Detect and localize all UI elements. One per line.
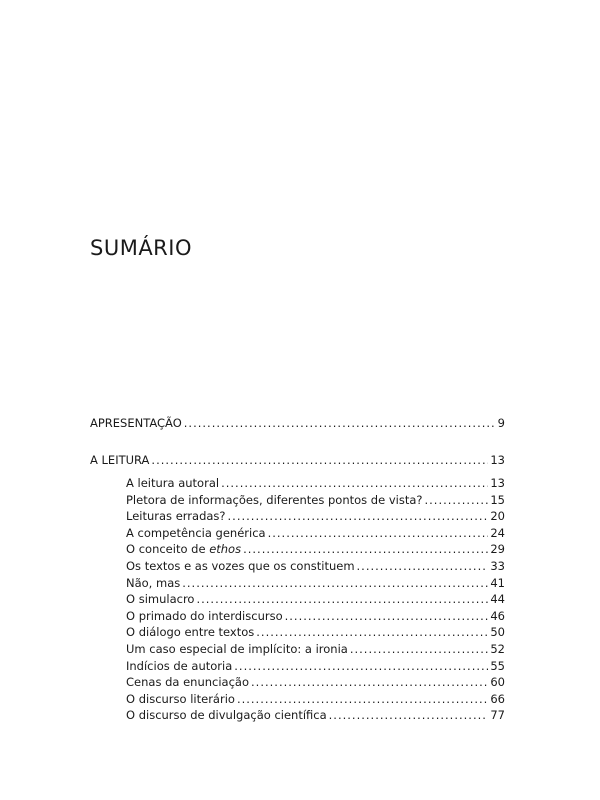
- toc-section-entry[interactable]: [90, 475, 505, 492]
- toc-entry-label: O discurso literário: [126, 691, 235, 706]
- toc-entry-label: O discurso de divulgação científica: [126, 708, 327, 723]
- toc-entry-page: 24: [490, 525, 505, 540]
- toc-entry-label: Os textos e as vozes que os constituem: [126, 558, 355, 573]
- toc-entry-page: 33: [490, 558, 505, 573]
- dot-leader: [184, 414, 496, 432]
- toc-entry-page: 77: [490, 708, 505, 723]
- toc-entry-page: 55: [490, 658, 505, 673]
- toc-section-entry[interactable]: [90, 558, 505, 575]
- toc-entry-page: 15: [490, 492, 505, 507]
- table-of-contents: [90, 414, 505, 724]
- toc-section-list: [90, 475, 505, 724]
- dot-leader: [285, 608, 489, 625]
- toc-entry-page: 50: [490, 625, 505, 640]
- dot-leader: [251, 674, 488, 691]
- toc-entry-label: A leitura autoral: [126, 476, 220, 490]
- toc-entry-page: 41: [490, 575, 505, 590]
- toc-section-entry[interactable]: [90, 525, 505, 542]
- toc-entry-label: Não, mas: [126, 575, 181, 590]
- dot-leader: [237, 691, 488, 708]
- toc-section-entry[interactable]: [90, 691, 505, 708]
- dot-leader: [268, 525, 489, 542]
- toc-entry-page: 52: [490, 641, 505, 656]
- toc-entry-page: 13: [490, 476, 505, 490]
- toc-section-entry[interactable]: [90, 674, 505, 691]
- dot-leader: [228, 508, 489, 525]
- toc-entry-label-italic: ethos: [209, 542, 242, 557]
- dot-leader: [151, 451, 488, 469]
- toc-entry-page: 46: [490, 608, 505, 623]
- toc-section-entry[interactable]: [90, 541, 505, 558]
- toc-entry-label: O diálogo entre textos: [126, 625, 255, 640]
- toc-entry-label: APRESENTAÇÃO: [90, 416, 182, 430]
- dot-leader: [424, 492, 488, 509]
- toc-section-entry[interactable]: [90, 608, 505, 625]
- toc-section-entry[interactable]: [90, 508, 505, 525]
- toc-entry-label: Um caso especial de implícito: a ironia: [126, 641, 348, 656]
- dot-leader: [243, 541, 488, 558]
- toc-entry-label: Pletora de informações, diferentes pontos de vista?: [126, 492, 423, 507]
- toc-entry-page: 29: [490, 542, 505, 557]
- toc-section-entry[interactable]: [90, 658, 505, 675]
- toc-entry-page: 44: [490, 592, 505, 607]
- page-title: SUMÁRIO: [90, 236, 192, 260]
- dot-leader: [234, 658, 488, 675]
- dot-leader: [196, 591, 488, 608]
- toc-entry-label-prefix: O conceito de: [126, 542, 210, 557]
- toc-entry-page: 66: [490, 691, 505, 706]
- toc-section-entry[interactable]: [90, 624, 505, 641]
- toc-entry-page: 60: [490, 675, 505, 690]
- toc-entry-label: Cenas da enunciação: [126, 675, 250, 690]
- toc-entry-label: A LEITURA: [90, 453, 150, 467]
- toc-entry-label: A competência genérica: [126, 525, 266, 540]
- toc-entry-page: 9: [497, 416, 505, 430]
- toc-entry-label: [126, 541, 241, 558]
- dot-leader: [357, 558, 489, 575]
- dot-leader: [350, 641, 489, 658]
- toc-section-entry[interactable]: [90, 641, 505, 658]
- toc-entry-apresentacao[interactable]: [90, 414, 505, 432]
- toc-entry-label: O simulacro: [126, 592, 195, 607]
- dot-leader: [329, 707, 489, 724]
- toc-section-entry[interactable]: [90, 591, 505, 608]
- dot-leader: [256, 624, 488, 641]
- toc-entry-page: 13: [490, 453, 505, 467]
- spacer: [90, 432, 505, 451]
- toc-section-entry[interactable]: [90, 492, 505, 509]
- dot-leader: [182, 575, 488, 592]
- toc-entry-page: 20: [490, 509, 505, 524]
- toc-section-entry[interactable]: [90, 707, 505, 724]
- toc-section-entry[interactable]: [90, 575, 505, 592]
- toc-entry-label: Indícios de autoria: [126, 658, 233, 673]
- dot-leader: [221, 475, 488, 492]
- toc-entry-a-leitura[interactable]: [90, 451, 505, 469]
- toc-entry-label: O primado do interdiscurso: [126, 608, 283, 623]
- toc-entry-label: Leituras erradas?: [126, 509, 226, 524]
